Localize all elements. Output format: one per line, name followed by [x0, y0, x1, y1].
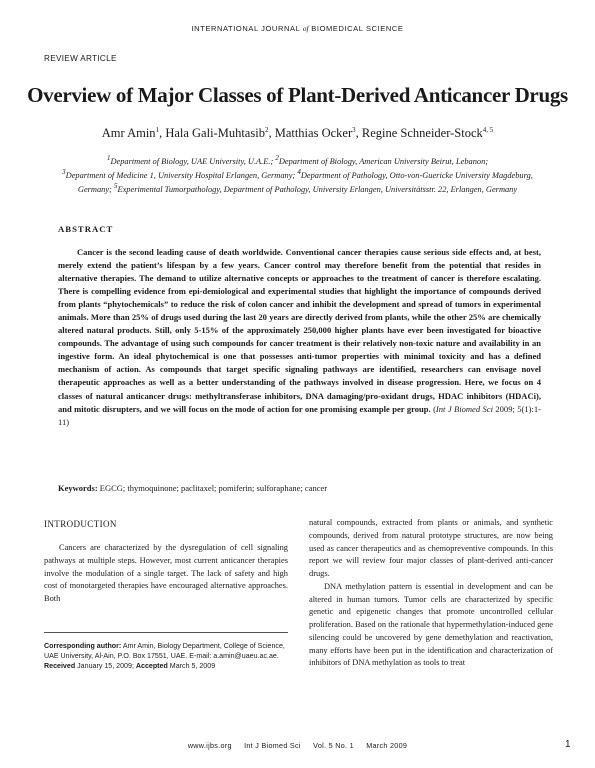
journal-header: [0, 24, 595, 33]
footnote-divider: [44, 632, 288, 633]
author-sup: 2: [264, 126, 269, 134]
journal-name-of: of: [302, 24, 309, 33]
author-sup: 1: [155, 126, 160, 134]
accepted-label: Accepted: [135, 662, 168, 671]
accepted-date: March 5, 2009: [167, 662, 216, 671]
corresponding-label: Corresponding author:: [44, 642, 122, 650]
journal-name-post: BIOMEDICAL SCIENCE: [311, 24, 404, 33]
affil-sup: 5: [113, 182, 118, 190]
affiliations: [50, 153, 545, 195]
affil-text: Department of Biology, American University Beirut, Lebanon;: [278, 156, 489, 166]
intro-paragraph: DNA methylation pattern is essential in development and can be altered in human tumors. Tumor cells are characterized by specific genetic and epigenetic changes that promote uncontrolled cellular proliferation. Based on the rationale that hypermethylation-induced gene silencing could be uncovered by gene demethylation and reactivation, many efforts have been put in the identification and characterization of inhibitors of DNA methylation as tools to treat: [309, 581, 553, 668]
cite-open: (: [433, 403, 436, 414]
cite-journal: Int J Biomed Sci: [435, 403, 493, 414]
author-name: Hala Gali-Muhtasib: [165, 126, 265, 141]
intro-paragraph: Cancers are characterized by the dysregulation of cell signaling pathways at multiple steps. However, most current anticancer therapies involve the modulation of a single target. The lack of safety and high cost of monotargeted therapies have encouraged alternative approaches. Both: [44, 543, 288, 603]
abstract-body: [58, 246, 541, 429]
introduction-heading: INTRODUCTION: [44, 519, 117, 529]
article-type: REVIEW ARTICLE: [44, 54, 117, 63]
cite-rest: 2009; 5(1):1-11): [58, 403, 541, 427]
footer-site: www.ijbs.org: [187, 741, 232, 750]
affil-text: Experimental Tumorpathology, Department of Pathology, University Erlangen, Universitätsstr. 22, Erlangen, Germany: [117, 184, 518, 194]
author-name: Regine Schneider-Stock: [361, 126, 483, 141]
affil-sup: 2: [275, 154, 279, 162]
journal-name-pre: INTERNATIONAL JOURNAL: [191, 24, 301, 33]
abstract-text: Cancer is the second leading cause of death worldwide. Conventional cancer therapies cause serious side effects and, at best, merely extend the patient’s lifespan by a few years. Cancer control may therefore benefit from the potential that resides in alternative therapies. The demand to utilize alternative concepts or approaches to the treatment of cancer is therefore escalating. There is compelling evidence from epi-demiological and experimental studies that highlight the importance of compounds derived from plants “phytochemicals” to reduce the risk of colon cancer and inhibit the development and spread of tumors in experimental animals. More than 25% of drugs used during the last 20 years are directly derived from plants, while the other 25% are chemically altered natural products. Still, only 5-15% of the approximately 250,000 higher plants have ever been investigated for bioactive compounds. The advantage of using such compounds for cancer treatment is their relatively non-toxic nature and availability in an ingestive form. An ideal phytochemical is one that possesses anti-tumor properties with minimal toxicity and has a defined mechanism of action. As compounds that target specific signaling pathways are identified, researchers can envisage novel therapeutic approaches as well as a better understanding of the pathways involved in disease progression. Here, we focus on 4 classes of natural anticancer drugs: methyltransferase inhibitors, DNA damaging/pro-oxidant drugs, HDAC inhibitors (HDACi), and mitotic disrupters, and we will focus on the mode of action for one promising example per group.: [58, 247, 541, 414]
received-label: Received: [44, 662, 76, 671]
keywords-text: EGCG; thymoquinone; paclitaxel; pomiferin; sulforaphane; cancer: [99, 483, 328, 493]
abstract-heading: ABSTRACT: [58, 224, 114, 234]
paper-title: Overview of Major Classes of Plant-Derived Anticancer Drugs: [27, 83, 568, 107]
right-column: [309, 517, 553, 670]
corresponding-text: Amr Amin, Biology Department, College of Science, UAE University, Al-Ain, P.O. Box 17551, UAE. E-mail: a.amin@uaeu.ac.ae.: [44, 642, 285, 661]
footnote: [44, 641, 288, 672]
affil-text: Department of Pathology, Otto-von-Guericke University Magdeburg, Germany;: [77, 170, 533, 194]
affil-text: Department of Medicine 1, University Hospital Erlangen, Germany;: [65, 170, 298, 180]
author-sup: 4, 5: [482, 126, 494, 134]
footer-date: March 2009: [366, 741, 408, 750]
affil-sup: 4: [297, 168, 301, 176]
footer-volume: Vol. 5 No. 1: [313, 741, 354, 750]
author-name: Amr Amin: [101, 126, 156, 141]
left-column: [44, 542, 288, 606]
page-number: 1: [565, 739, 571, 750]
author-list: Amr Amin$^1$, Hala Gali-Muhtasib$^2$, Matthias Ocker$^3$, Regine Schneider-Stock$^{4, 5}$: [101, 126, 494, 141]
page-footer: [0, 741, 595, 750]
author-name: Matthias Ocker: [274, 126, 353, 141]
affil-text: Department of Biology, UAE University, U.A.E.;: [110, 156, 276, 166]
affil-sup: 3: [62, 168, 66, 176]
author-sup: 3: [352, 126, 356, 134]
footer-journal: Int J Biomed Sci: [244, 741, 301, 750]
intro-paragraph: natural compounds, extracted from plants or animals, and synthetic compounds, derived from natural prototype structures, are now being used as cancer therapeutics and as chemopreventive compounds. In this report we will review four major classes of plant-derived anti-cancer drugs.: [309, 518, 553, 578]
keywords-label: Keywords:: [58, 483, 98, 493]
received-date: January 15, 2009;: [75, 662, 136, 671]
affil-sup: 1: [106, 154, 111, 162]
keywords: [58, 483, 541, 493]
